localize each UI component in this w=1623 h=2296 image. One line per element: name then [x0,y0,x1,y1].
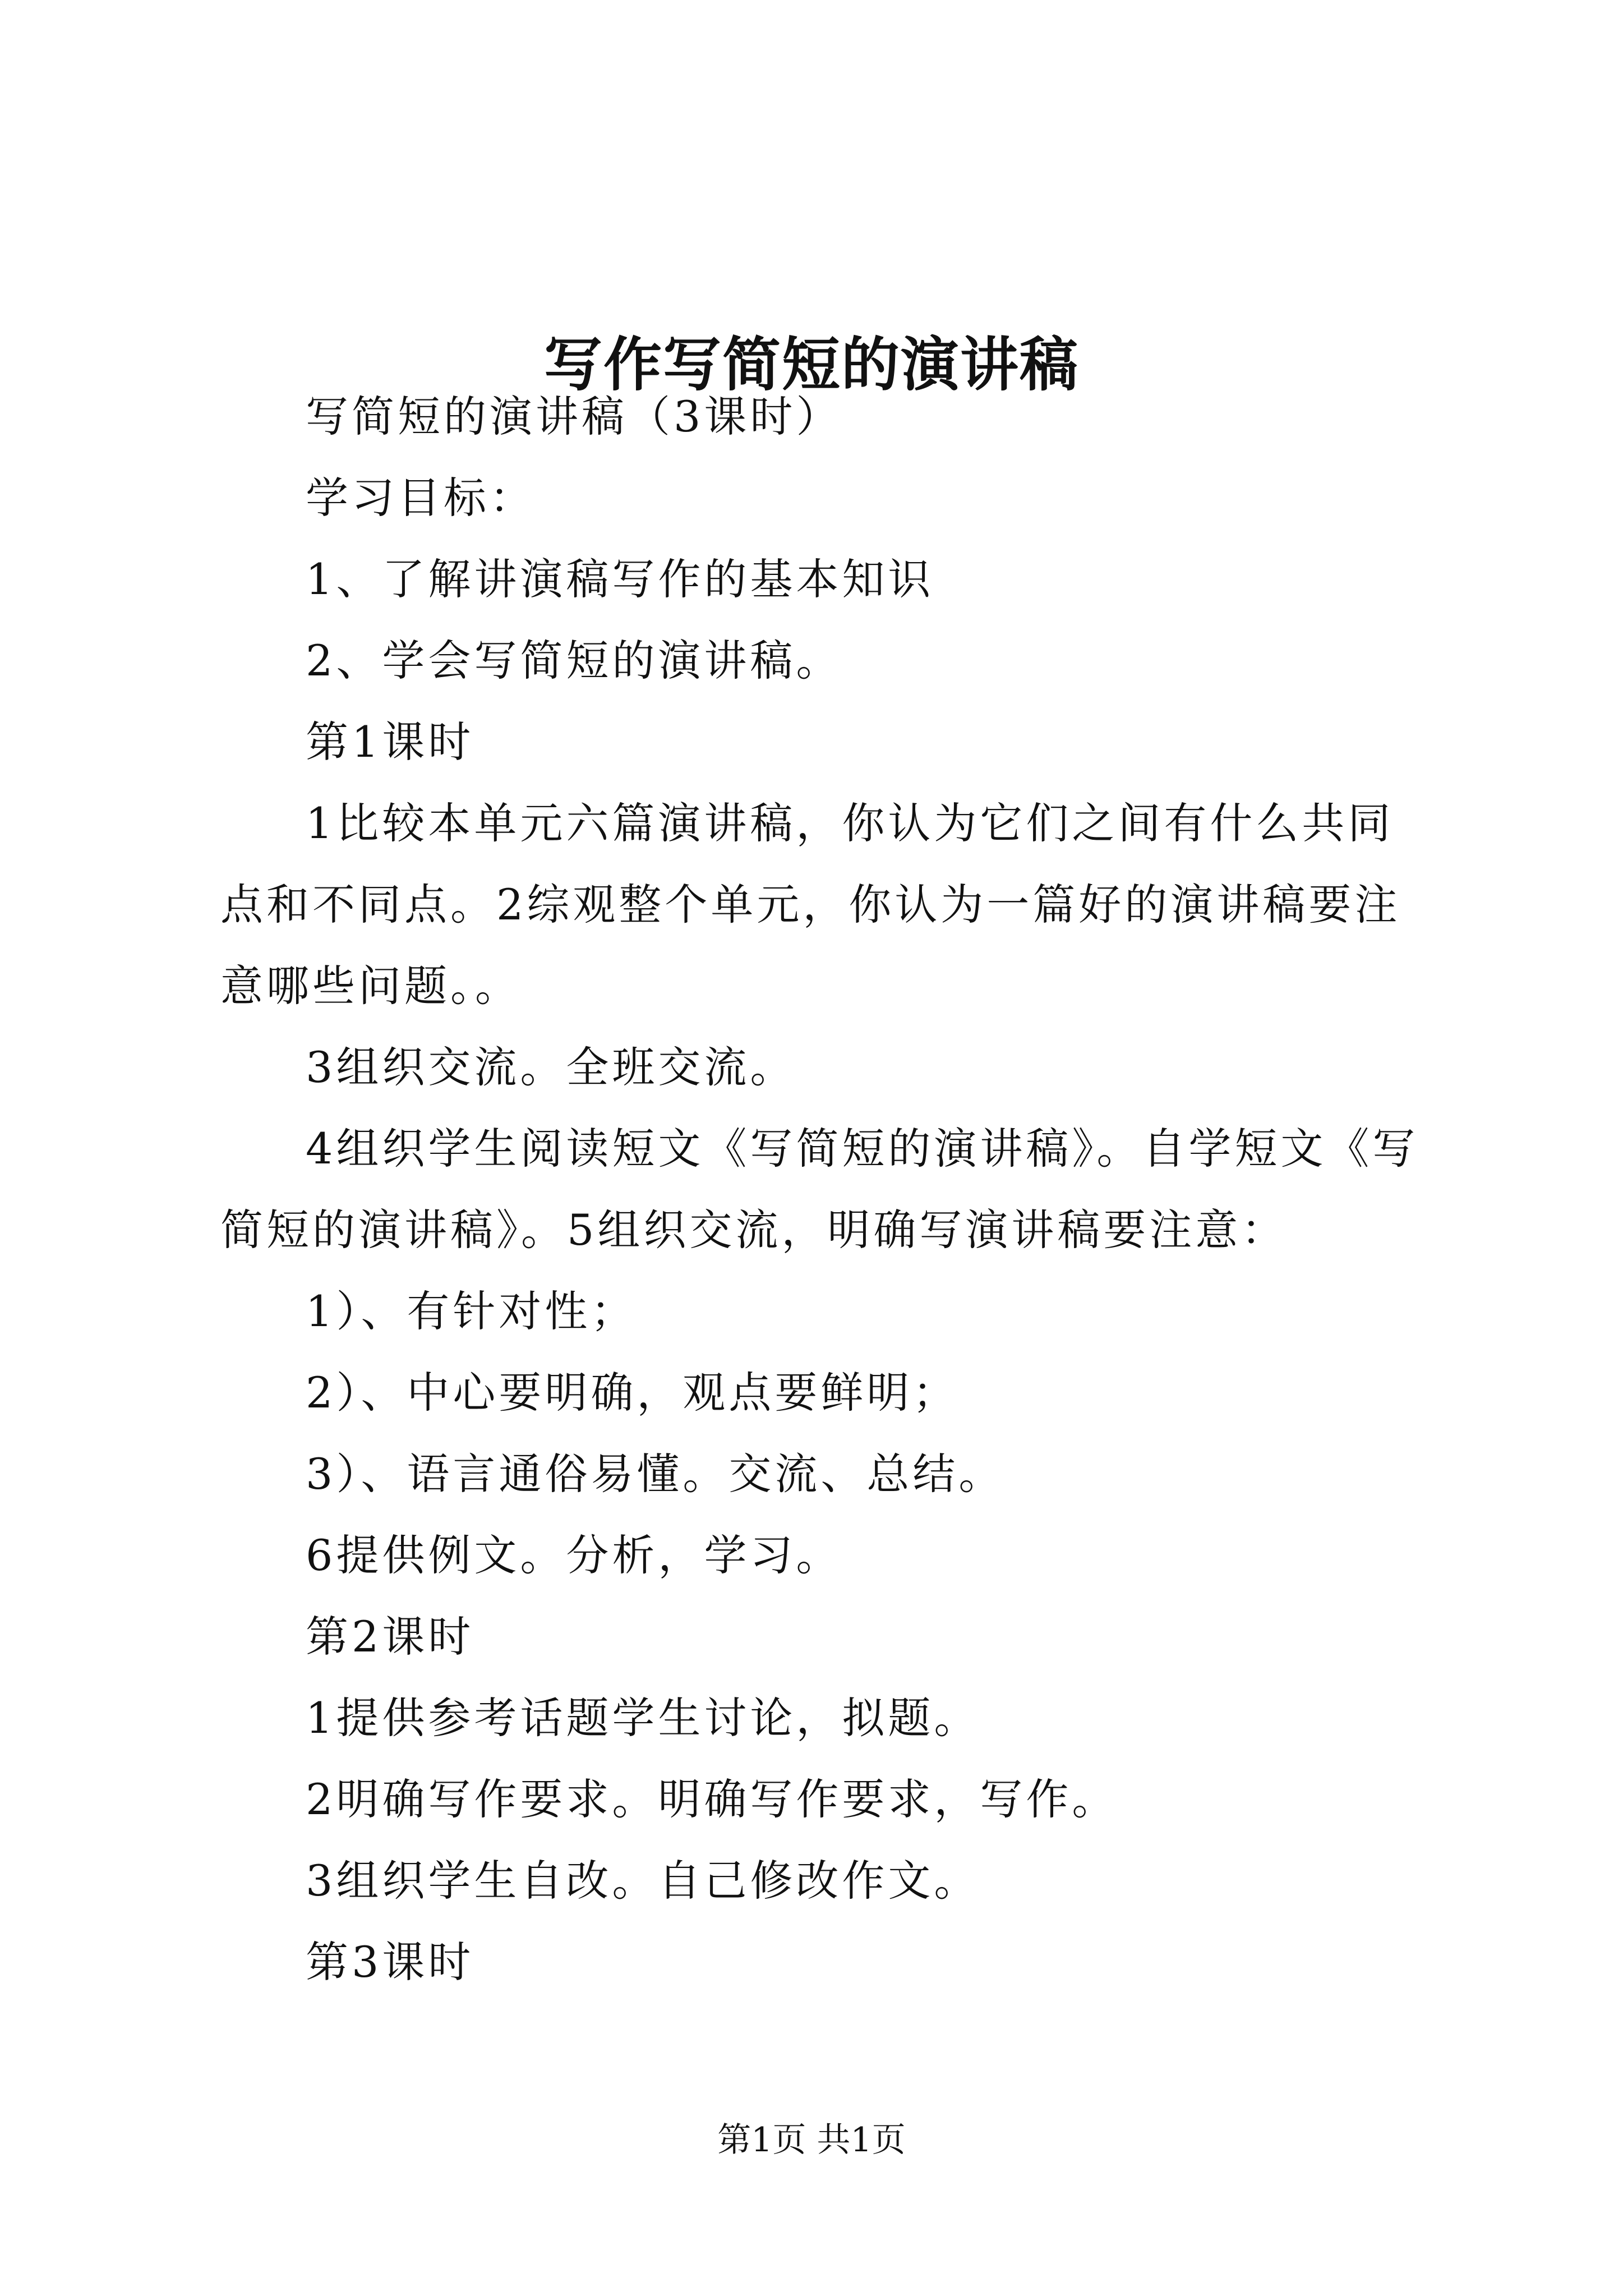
page-footer: 第1页 共1页 [717,2120,906,2160]
document-title: 写作写简短的演讲稿 [543,329,1079,399]
section-heading: 第1课时 [306,717,474,767]
list-item: 2）、中心要明确，观点要鲜明； [306,1368,959,1418]
paragraph: 1提供参考话题学生讨论，拟题。 [306,1693,980,1743]
section-heading: 第2课时 [306,1612,474,1662]
paragraph: 学习目标： [306,473,536,523]
paragraph: 2明确写作要求。明确写作要求，写作。 [306,1774,1118,1824]
paragraph: 4组织学生阅读短文《写简短的演讲稿》。自学短文《写简短的演讲稿》。5组织交流，明确写演讲稿要注意： [220,1124,1419,1255]
paragraph: 3组织交流。全班交流。 [306,1042,796,1092]
paragraph: 1、了解讲演稿写作的基本知识 [306,554,934,604]
section-heading: 第3课时 [306,1937,474,1987]
paragraph: 6提供例文。分析，学习。 [306,1530,842,1580]
paragraph: 写简短的演讲稿（3课时） [306,392,842,441]
list-item: 1）、有针对性； [306,1286,637,1336]
paragraph: 2、学会写简短的演讲稿。 [306,636,842,685]
paragraph: 1比较本单元六篇演讲稿，你认为它们之间有什么共同点和不同点。2综观整个单元，你认为一篇好的演讲稿要注意哪些问题。。 [220,798,1401,1011]
paragraph: 3组织学生自改。自己修改作文。 [306,1856,980,1906]
document-body [220,376,1426,2003]
list-item: 3）、语言通俗易懂。交流、总结。 [306,1449,1005,1499]
